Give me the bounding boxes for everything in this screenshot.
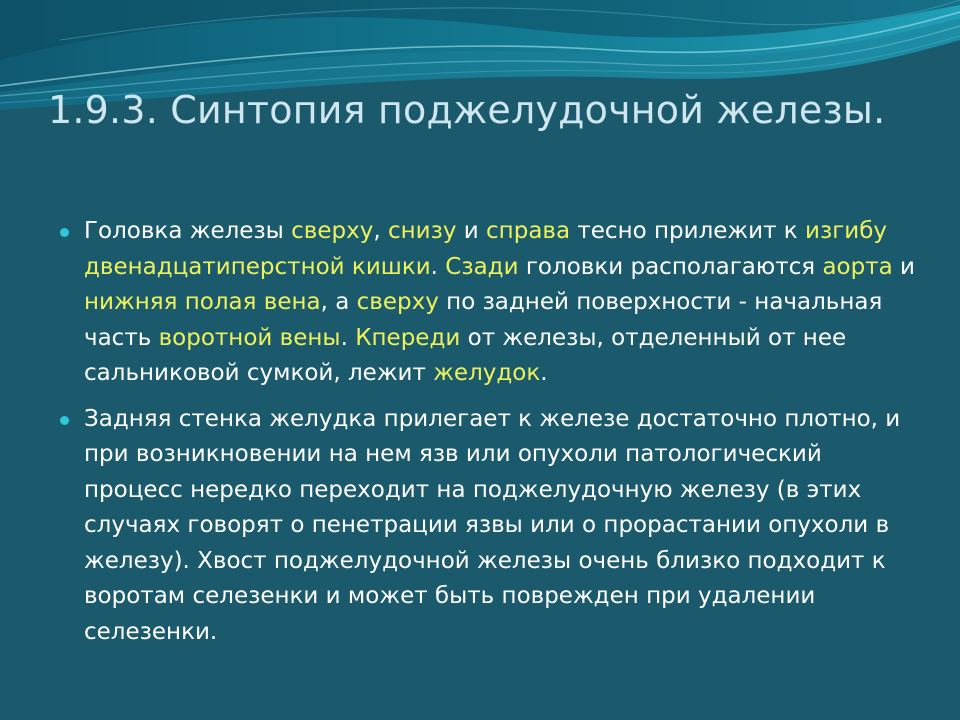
highlighted-term: аорта [822, 253, 893, 280]
highlighted-term: снизу [387, 218, 457, 244]
highlighted-term: сверху [356, 289, 439, 315]
text-run: от железы, отделенный от нее сальниковой сумкой, лежит [84, 324, 847, 386]
text-run: , а [320, 289, 357, 315]
bullet-dot-icon [60, 416, 69, 425]
bullet-text [84, 406, 900, 645]
text-run: головки располагаются [518, 253, 823, 280]
bullet-dot-icon [60, 228, 69, 237]
text-run: и [456, 218, 487, 244]
highlighted-term: сверху [291, 218, 374, 244]
text-run: . [540, 360, 548, 386]
highlighted-term: Сзади [445, 253, 519, 280]
bullet-item [60, 214, 920, 392]
highlighted-term: Кпереди [355, 324, 461, 351]
text-run: . [340, 324, 356, 351]
bullet-text [84, 218, 915, 386]
text-run: по задней поверхности - начальная часть [84, 289, 883, 351]
text-run: , [373, 218, 388, 244]
text-run: . [430, 253, 446, 280]
text-run: Головка железы [84, 218, 292, 244]
highlighted-term: желудок [433, 360, 541, 386]
text-run: тесно прилежит к [570, 218, 806, 244]
slide-title: 1.9.3. Синтопия поджелудочной железы. [48, 88, 886, 132]
highlighted-term: изгибу двенадцатиперстной кишки [84, 218, 888, 280]
text-run: и [892, 253, 915, 280]
bullet-list [60, 214, 920, 660]
highlighted-term: нижняя полая вена [84, 289, 321, 315]
highlighted-term: справа [486, 218, 571, 244]
bullet-item [60, 402, 920, 651]
text-run: Задняя стенка желудка прилегает к железе достаточно плотно, и при возникновении на нем язв или опухоли патологический процесс нередко переходит на поджелудочную железу (в этих случаях говорят о пенетрации язвы или о прорастании опухоли в железу). Хвост поджелудочной железы очень близко подходит к воротам селезенки и может быть поврежден при удалении селезенки. [84, 405, 901, 645]
highlighted-term: воротной вены [158, 324, 341, 351]
